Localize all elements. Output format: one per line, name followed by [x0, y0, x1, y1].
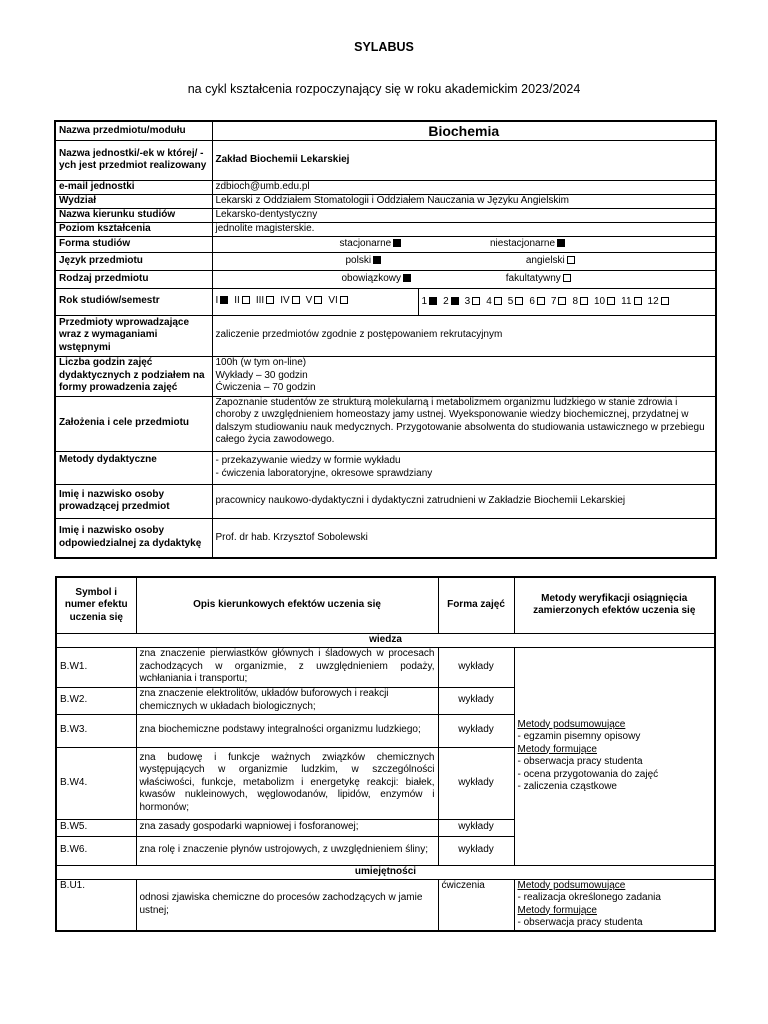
row-level [55, 222, 716, 236]
form-option-parttime-label: niestacjonarne [489, 237, 556, 249]
row-prereq [55, 315, 716, 356]
hours-total: 100h (w tym on-line) [215, 357, 307, 369]
outcome-description: zna znaczenie pierwiastków głównych i śladowych w procesach zachodzących w organizmie, z uwzględnieniem podaży, wchłaniania i transportu; [136, 647, 438, 687]
row-goals [55, 396, 716, 451]
outcome-form: wykłady [438, 687, 514, 714]
verification-formative-item: - zaliczenia cząstkowe [517, 781, 617, 792]
semester-option-label: 8 [572, 296, 578, 307]
form-option-fulltime-label: stacjonarne [339, 237, 392, 249]
level-label: Poziom kształcenia [55, 222, 212, 236]
year-option [328, 295, 347, 308]
row-methods [55, 451, 716, 484]
outcome-code: B.W3. [56, 714, 136, 747]
verification-formative-title: Metody formujące [517, 904, 597, 916]
knowledge-verification [514, 647, 715, 865]
verification-summary-item: - realizacja określonego zadania [517, 892, 661, 903]
hours-lectures: Wykłady – 30 godzin [215, 369, 308, 381]
verification-summary-item: - egzamin pisemny opisowy [517, 731, 641, 742]
row-form [55, 236, 716, 252]
header-verification: Metody weryfikacji osiągnięcia zamierzonych efektów uczenia się [514, 577, 715, 633]
type-option-elective-label: fakultatywny [505, 272, 561, 284]
row-responsible [55, 518, 716, 558]
checkbox-empty-icon [537, 297, 545, 305]
type-option-mandatory-label: obowiązkowy [341, 272, 401, 284]
verification-formative-item: - obserwacja pracy studenta [517, 756, 643, 767]
row-year [55, 288, 716, 315]
responsible-value: Prof. dr hab. Krzysztof Sobolewski [212, 518, 716, 558]
hours-exercises: Ćwiczenia – 70 godzin [215, 382, 316, 394]
outcome-code: B.W6. [56, 836, 136, 865]
row-faculty [55, 194, 716, 208]
language-option-polish-label: polski [345, 254, 372, 266]
outcome-form: wykłady [438, 747, 514, 819]
checkbox-checked-icon [393, 239, 401, 247]
outcome-form: wykłady [438, 647, 514, 687]
methods-lecture: - przekazywanie wiedzy w formie wykładu [215, 455, 401, 466]
outcome-form: ćwiczenia [438, 879, 514, 931]
checkbox-checked-icon [557, 239, 565, 247]
section-knowledge-row [56, 633, 715, 647]
email-label: e-mail jednostki [55, 180, 212, 194]
form-option-parttime [490, 238, 565, 251]
subject-label: Nazwa przedmiotu/modułu [55, 121, 212, 140]
year-option [256, 295, 274, 308]
semester-option-label: 6 [529, 296, 535, 307]
year-label: Rok studiów/semestr [55, 288, 212, 315]
checkbox-empty-icon [567, 256, 575, 264]
language-option-english-label: angielski [525, 254, 565, 266]
year-option [216, 295, 229, 308]
type-option-mandatory [342, 273, 411, 286]
document-subtitle: na cykl kształcenia rozpoczynający się w roku akademickim 2023/2024 [187, 82, 581, 96]
checkbox-empty-icon [340, 296, 348, 304]
semester-option [486, 295, 502, 308]
course-info-table [54, 120, 717, 559]
semester-option [508, 295, 524, 308]
semester-option [465, 295, 481, 308]
year-option-label: II [234, 295, 240, 307]
checkbox-empty-icon [494, 297, 502, 305]
row-program [55, 208, 716, 222]
checkbox-checked-icon [220, 296, 228, 304]
faculty-label: Wydział [55, 194, 212, 208]
program-value: Lekarsko-dentystyczny [212, 208, 716, 222]
semester-option [551, 295, 567, 308]
row-language [55, 252, 716, 270]
outcome-description: zna zasady gospodarki wapniowej i fosforanowej; [136, 819, 438, 836]
language-label: Język przedmiotu [55, 252, 212, 270]
semester-option-label: 1 [421, 296, 428, 307]
faculty-value: Lekarski z Oddziałem Stomatologii i Oddziałem Nauczania w Języku Angielskim [212, 194, 716, 208]
row-hours [55, 356, 716, 396]
language-option-english [526, 255, 575, 268]
semester-option [422, 295, 438, 308]
table-row [56, 647, 715, 687]
section-knowledge: wiedza [56, 633, 715, 647]
semester-option-label: 2 [443, 296, 449, 307]
semester-option [529, 295, 545, 308]
header-symbol: Symbol i numer efektu uczenia się [56, 577, 136, 633]
learning-outcomes-table [55, 576, 716, 932]
year-option [306, 295, 323, 308]
type-label: Rodzaj przedmiotu [55, 270, 212, 288]
outcome-code: B.U1. [56, 879, 136, 931]
semester-option [621, 295, 641, 308]
outcome-description: zna budowę i funkcje ważnych związków chemicznych występujących w organizmie ludzkim, w szczególności właściwości, funkcje, metabolizm i energetykę reakcji: białek, kwasów nukleinowych, węglowodanów, lipidów, enzymów i hormonów; [136, 747, 438, 819]
unit-label: Nazwa jednostki/-ek w której/ -ych jest przedmiot realizowany [55, 140, 212, 180]
checkbox-empty-icon [292, 296, 300, 304]
subject-value: Biochemia [212, 121, 716, 140]
year-option [280, 295, 299, 308]
semester-option-label: 5 [507, 296, 514, 307]
section-skills-row [56, 865, 715, 879]
table-row [56, 879, 715, 931]
program-label: Nazwa kierunku studiów [55, 208, 212, 222]
row-teacher [55, 484, 716, 518]
verification-formative-item: - ocena przygotowania do zajęć [517, 768, 659, 780]
language-option-polish [346, 255, 382, 268]
verification-formative-item: - obserwacja pracy studenta [517, 917, 643, 928]
type-option-elective [506, 273, 571, 286]
outcome-code: B.W2. [56, 687, 136, 714]
checkbox-empty-icon [515, 297, 523, 305]
year-option-label: VI [328, 295, 338, 307]
checkbox-empty-icon [607, 297, 615, 305]
year-option-label: IV [280, 295, 290, 307]
verification-formative-title: Metody formujące [517, 743, 597, 755]
outcome-description: zna biochemiczne podstawy integralności organizmu ludzkiego; [136, 714, 438, 747]
teacher-label: Imię i nazwisko osoby prowadzącej przedmiot [55, 484, 212, 518]
outcomes-header-row [56, 577, 715, 633]
goals-value: Zapoznanie studentów ze strukturą molekularną i metabolizmem organizmu ludzkiego w stanie zdrowia i choroby z uwzględnieniem homeostazy jamy ustnej. Wyeksponowanie wiedzy biochemicznej, przydatnej w dalszym studiowaniu nauk medycznych. Przygotowanie absolwenta do studiowania ustawicznego w przebiegu całego życia zawodowego. [212, 396, 716, 451]
semester-option [648, 295, 669, 308]
teacher-value: pracownicy naukowo-dydaktyczni i dydaktyczni zatrudnieni w Zakładzie Biochemii Lekarskiej [212, 484, 716, 518]
methods-value [212, 451, 716, 484]
header-form: Forma zajęć [438, 577, 514, 633]
checkbox-checked-icon [373, 256, 381, 264]
hours-value [212, 356, 716, 396]
checkbox-checked-icon [403, 274, 411, 282]
outcome-code: B.W4. [56, 747, 136, 819]
prereq-value: zaliczenie przedmiotów zgodnie z postępowaniem rekrutacyjnym [212, 315, 716, 356]
outcome-form: wykłady [438, 714, 514, 747]
year-options [212, 288, 418, 315]
outcome-description: odnosi zjawiska chemiczne do procesów zachodzących w jamie ustnej; [136, 879, 438, 931]
form-label: Forma studiów [55, 236, 212, 252]
section-skills: umiejętności [56, 865, 715, 879]
checkbox-empty-icon [580, 297, 588, 305]
row-email [55, 180, 716, 194]
checkbox-empty-icon [634, 297, 642, 305]
outcome-form: wykłady [438, 836, 514, 865]
semester-option [443, 295, 459, 308]
form-option-fulltime [340, 238, 402, 251]
methods-lab: - ćwiczenia laboratoryjne, okresowe sprawdziany [215, 467, 433, 479]
checkbox-empty-icon [563, 274, 571, 282]
row-type [55, 270, 716, 288]
outcome-form: wykłady [438, 819, 514, 836]
year-option-label: V [305, 295, 313, 307]
form-options [212, 236, 716, 252]
methods-label: Metody dydaktyczne [55, 451, 212, 484]
semester-option-label: 4 [486, 296, 492, 307]
semester-option-label: 10 [594, 296, 606, 307]
verification-summary-title: Metody podsumowujące [517, 718, 626, 730]
checkbox-checked-icon [451, 297, 459, 305]
outcome-description: zna znaczenie elektrolitów, układów buforowych i reakcji chemicznych w układach biologicznych; [136, 687, 438, 714]
checkbox-empty-icon [314, 296, 322, 304]
hours-label: Liczba godzin zajęć dydaktycznych z podziałem na formy prowadzenia zajęć [55, 356, 212, 396]
year-option-label: III [255, 295, 265, 307]
checkbox-empty-icon [472, 297, 480, 305]
row-unit [55, 140, 716, 180]
semester-option-label: 11 [621, 296, 632, 307]
checkbox-checked-icon [429, 297, 437, 305]
checkbox-empty-icon [242, 296, 250, 304]
skills-verification [514, 879, 715, 931]
outcome-code: B.W5. [56, 819, 136, 836]
language-options [212, 252, 716, 270]
checkbox-empty-icon [558, 297, 566, 305]
verification-summary-title: Metody podsumowujące [517, 879, 626, 891]
checkbox-empty-icon [661, 297, 669, 305]
responsible-label: Imię i nazwisko osoby odpowiedzialnej za dydaktykę [55, 518, 212, 558]
header-description: Opis kierunkowych efektów uczenia się [136, 577, 438, 633]
outcome-description: zna rolę i znaczenie płynów ustrojowych, z uwzględnieniem śliny; [136, 836, 438, 865]
goals-label: Założenia i cele przedmiotu [55, 396, 212, 451]
row-subject [55, 121, 716, 140]
semester-option-label: 12 [647, 296, 659, 307]
type-options [212, 270, 716, 288]
semester-options [418, 288, 716, 315]
prereq-label: Przedmioty wprowadzające wraz z wymaganiami wstępnymi [55, 315, 212, 356]
level-value: jednolite magisterskie. [212, 222, 716, 236]
semester-option [572, 295, 588, 308]
semester-option [594, 295, 615, 308]
unit-value: Zakład Biochemii Lekarskiej [212, 140, 716, 180]
year-option [234, 295, 250, 308]
checkbox-empty-icon [266, 296, 274, 304]
document-title: SYLABUS [354, 40, 414, 54]
semester-option-label: 3 [464, 296, 471, 307]
semester-option-label: 7 [550, 296, 557, 307]
email-value: zdbioch@umb.edu.pl [212, 180, 716, 194]
outcome-code: B.W1. [56, 647, 136, 687]
year-option-label: I [215, 295, 219, 307]
